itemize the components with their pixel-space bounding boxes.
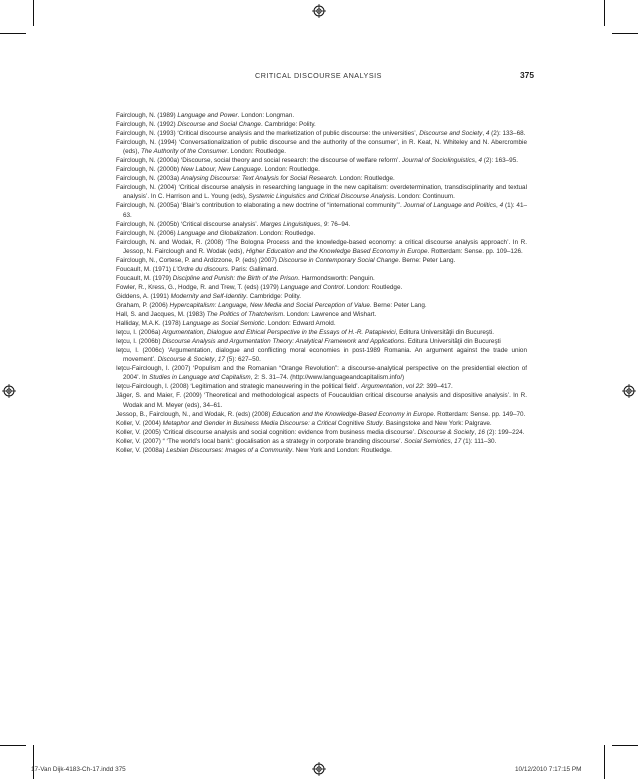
reference-italic-text: Lesbian Discourses: Images of a Community: [166, 446, 293, 454]
reference-italic-text: Modernity and Self-Identity: [170, 292, 247, 300]
reference-text: Foucault, M. (1971): [116, 265, 173, 273]
reference-italic-text: Discipline and Punish: the Birth of the Prison: [172, 274, 298, 282]
reference-entry: [116, 129, 527, 138]
reference-text: (2): 163–95.: [482, 157, 518, 165]
reference-entry: [116, 201, 527, 219]
reference-text: . London: Routledge.: [343, 283, 403, 291]
reference-text: . London: Routledge.: [260, 166, 320, 174]
reference-italic-text: Systemic Linguistics and Critical Discourse Analysis: [248, 193, 395, 201]
reference-italic-text: Social Semiotics: [404, 437, 451, 445]
crop-mark: [612, 33, 638, 34]
reference-text: Koller, V. (2007) “ ‘The world’s local bank’: glocalisation as a strategy in corporate branding discourse’.: [116, 437, 405, 445]
reference-text: . London: Routledge.: [335, 175, 395, 183]
reference-text: Fowler, R., Kress, G., Hodge, R. and Trew, T. (eds) (1979): [116, 283, 281, 291]
reference-text: Hall, S. and Jacques, M. (1983): [116, 311, 207, 319]
reference-entry: [116, 319, 527, 328]
reference-text: . Rotterdam: Sense. pp. 109–126.: [427, 247, 523, 255]
reference-text: ,: [402, 383, 406, 391]
reference-italic-text: 16: [477, 428, 485, 436]
reference-text: Fairclough, N., Cortese, P. and Ardizzone, P. (eds) (2007): [116, 256, 279, 264]
reference-entry: [116, 292, 527, 301]
reference-entry: [116, 265, 527, 274]
crop-mark: [0, 745, 26, 746]
reference-italic-text: Studies in Language and Capitalism: [149, 374, 251, 382]
reference-text: Fairclough, N. (2005a) ‘Blair’s contribution to elaborating a new doctrine of “international community”’.: [116, 202, 404, 210]
crop-mark: [0, 33, 26, 34]
reference-text: Fairclough, N. (2000b): [116, 166, 181, 174]
reference-italic-text: Education and the Knowledge-Based Economy in Europe: [272, 410, 434, 418]
reference-entry: [116, 238, 527, 256]
reference-text: Fairclough, N. and Wodak, R. (2008) ‘The Bologna Process and the knowledge-based economy: a critical discourse analysis approach’. In R. Jessop, N. Fairclough and R. Wodak (eds),: [116, 238, 527, 255]
reference-italic-text: 17: [454, 437, 462, 445]
reference-entry: [116, 111, 527, 120]
reference-text: , 2: S. 31–74. (http://www.languageandcapitalism.info/): [250, 374, 405, 382]
reference-text: ,: [320, 220, 324, 228]
reference-text: Fairclough, N. (1994) ‘Conversationalization of public discourse and the authority of the consumer’, in R. Keat, N. Whiteley and N. Abercrombie (eds),: [116, 139, 527, 156]
running-header-title: CRITICAL DISCOURSE ANALYSIS: [255, 71, 382, 80]
reference-text: Fairclough, N. (2004) ‘Critical discourse analysis in researching language in the new capitalism: overdetermination, transdisciplinarity and textual analysis’. In C. Harrison and L. Young (eds),: [116, 184, 527, 201]
reference-italic-text: 4: [478, 157, 483, 165]
reference-italic-text: Marges Linguistiques: [260, 220, 321, 228]
reference-entry: [116, 183, 527, 201]
reference-italic-text: Discourse & Society: [417, 428, 475, 436]
reference-text: . Rotterdam: Sense. pp. 149–70.: [433, 410, 526, 418]
reference-entry: [116, 410, 527, 419]
page-number: 375: [520, 70, 534, 80]
reference-italic-text: Discourse and Society: [419, 130, 483, 138]
reference-text: , Editura Universităţii din Bucureşti.: [395, 329, 495, 337]
reference-entry: [116, 274, 527, 283]
reference-text: Jäger, S. and Maier, F. (2009) ‘Theoretical and methodological aspects of Foucauldian critical discourse analysis and dispositive analysis’. In R. Wodak and M. Meyer (eds), 34–61.: [116, 392, 527, 409]
reference-italic-text: Journal of Sociolinguistics: [401, 157, 475, 165]
reference-entry: [116, 120, 527, 129]
reference-text: ,: [450, 437, 455, 445]
reference-text: Fairclough, N. (2000a) ‘Discourse, social theory and social research: the discourse of welfare reform’.: [116, 157, 402, 165]
registration-mark-icon: [312, 762, 326, 776]
reference-text: Ieţcu-Fairclough, I. (2007) ‘Populism and the Romanian “Orange Revolution”: a discourse-analytical perspective on the presidential election of 2004’. In: [116, 365, 527, 382]
reference-text: . London: Continuum.: [394, 193, 455, 201]
reference-entry: [116, 346, 527, 364]
reference-text: ,: [474, 428, 478, 436]
reference-text: . Paris: Gallimard.: [227, 265, 279, 273]
reference-entry: [116, 428, 527, 437]
reference-text: . Cambridge: Polity.: [246, 292, 302, 300]
reference-text: Ieţcu, I. (2006c) ‘Argumentation, dialogue and conflicting moral economies in post-1989 Romania. An argument against the trade union movement’.: [116, 347, 527, 364]
reference-italic-text: Journal of Language and Politics: [403, 202, 497, 210]
reference-italic-text: New Labour, New Language: [180, 166, 261, 174]
reference-italic-text: L’Ordre du discours: [172, 265, 228, 273]
reference-text: Koller, V. (2005) ‘Critical discourse analysis and social cognition: evidence from business media discourse’.: [116, 428, 418, 436]
reference-entry: [116, 337, 527, 346]
reference-text: Koller, V. (2008a): [116, 446, 167, 454]
reference-text: . Berne: Peter Lang.: [369, 301, 427, 309]
reference-italic-text: Analysing Discourse: Text Analysis for Social Research: [180, 175, 336, 183]
reference-entry: [116, 382, 527, 391]
reference-entry: [116, 301, 527, 310]
reference-entry: [116, 419, 527, 428]
reference-italic-text: Study: [366, 419, 383, 427]
reference-text: . London: Routledge.: [256, 229, 316, 237]
reference-italic-text: Hypercapitalism: Language, New Media and Social Perception of Value: [169, 301, 370, 309]
reference-entry: [116, 165, 527, 174]
reference-italic-text: 17: [217, 356, 225, 364]
reference-text: : 399–417.: [422, 383, 453, 391]
reference-text: . Harmondsworth: Penguin.: [297, 274, 375, 282]
reference-entry: [116, 446, 527, 455]
reference-entry: [116, 256, 527, 265]
slug-file-info: 17-Van Dijk-4183-Ch-17.indd 375: [31, 766, 126, 773]
reference-text: Fairclough, N. (2005b) ‘Critical discourse analysis’.: [116, 220, 261, 228]
registration-mark-icon: [312, 4, 326, 18]
registration-mark-icon: [622, 384, 636, 398]
crop-mark: [33, 745, 34, 779]
reference-italic-text: Language and Power: [177, 112, 238, 119]
reference-text: Ieţcu, I. (2006a): [116, 329, 163, 337]
reference-text: Foucault, M. (1979): [116, 274, 173, 282]
registration-mark-icon: [2, 384, 16, 398]
reference-italic-text: 9: [323, 220, 328, 228]
reference-text: (2): 199–224.: [484, 428, 525, 436]
reference-italic-text: Argumentation, Dialogue and Ethical Perspective in the Essays of H.-R. Patapievici: [162, 329, 396, 337]
reference-entry: [116, 156, 527, 165]
reference-text: Halliday, M.A.K. (1978): [116, 320, 183, 328]
reference-text: Jessop, B., Fairclough, N., and Wodak, R. (eds) (2008): [116, 410, 273, 418]
reference-italic-text: Discourse and Social Change: [177, 121, 261, 129]
reference-text: Fairclough, N. (2006): [116, 229, 178, 237]
reference-text: Ieţcu, I. (2006b): [116, 338, 163, 346]
reference-text: . Cambridge: Polity.: [260, 121, 316, 129]
reference-italic-text: Higher Education and the Knowledge Based Economy in Europe: [245, 247, 428, 255]
reference-text: . London: Lawrence and Wishart.: [283, 311, 377, 319]
reference-text: . London: Longman.: [237, 112, 295, 119]
reference-text: . Berne: Peter Lang.: [398, 256, 456, 264]
reference-text: ,: [474, 157, 479, 165]
reference-italic-text: Language as Social Semiotic: [182, 320, 265, 328]
reference-text: ,: [214, 356, 218, 364]
reference-entry: [116, 283, 527, 292]
reference-text: Graham, P. (2006): [116, 301, 170, 309]
reference-text: Fairclough, N. (1993) ‘Critical discourse analysis and the marketization of public discourse: the universities’,: [116, 130, 420, 138]
reference-text: (2): 133–68.: [489, 130, 526, 138]
reference-italic-text: Discourse Analysis and Argumentation Theory: Analytical Framework and Applications: [162, 338, 405, 346]
reference-text: (1): 111–30.: [461, 437, 497, 445]
reference-text: ,: [496, 202, 500, 210]
reference-text: Cognitive: [336, 419, 367, 427]
reference-italic-text: Discourse in Contemporary Social Change: [278, 256, 399, 264]
reference-text: . London: Routledge.: [227, 148, 287, 156]
reference-entry: [116, 328, 527, 337]
reference-italic-text: vol 22: [405, 383, 423, 391]
reference-text: (5): 627–50.: [224, 356, 261, 364]
reference-entry: [116, 364, 527, 382]
reference-entry: [116, 437, 527, 446]
reference-list: [116, 111, 527, 455]
reference-italic-text: Language and Control: [280, 283, 344, 291]
reference-entry: [116, 229, 527, 238]
crop-mark: [33, 0, 34, 26]
reference-text: : 76–94.: [327, 220, 351, 228]
slug-timestamp: 10/12/2010 7:17:15 PM: [515, 766, 582, 773]
reference-italic-text: The Politics of Thatcherism: [206, 311, 284, 319]
reference-text: . Basingstoke and New York: Palgrave.: [382, 419, 492, 427]
reference-text: . New York and London: Routledge.: [292, 446, 392, 454]
reference-entry: [116, 220, 527, 229]
reference-entry: [116, 391, 527, 409]
crop-mark: [604, 745, 605, 779]
reference-text: Fairclough, N. (1992): [116, 121, 178, 129]
reference-text: (1): 41–63.: [123, 202, 528, 219]
reference-italic-text: The Authority of the Consumer: [140, 148, 228, 156]
crop-mark: [612, 745, 638, 746]
reference-italic-text: 4: [499, 202, 504, 210]
reference-italic-text: 4: [485, 130, 490, 138]
reference-text: . London: Edward Arnold.: [264, 320, 336, 328]
reference-text: Fairclough, N. (2003a): [116, 175, 181, 183]
reference-text: Ieţcu-Fairclough, I. (2008) ‘Legitimation and strategic maneuvering in the political field’.: [116, 383, 362, 391]
reference-text: Koller, V. (2004): [116, 419, 163, 427]
reference-entry: [116, 310, 527, 319]
reference-italic-text: Language and Globalization: [177, 229, 257, 237]
reference-text: . Editura Universităţii din Bucureşti: [404, 338, 501, 346]
reference-text: Fairclough, N. (1989): [116, 112, 178, 119]
crop-mark: [604, 0, 605, 26]
reference-entry: [116, 138, 527, 156]
reference-italic-text: Argumentation: [361, 383, 403, 391]
reference-italic-text: Discourse & Society: [157, 356, 215, 364]
reference-text: ,: [482, 130, 486, 138]
reference-italic-text: Metaphor and Gender in Business Media Discourse: a Critical: [162, 419, 337, 427]
reference-text: Giddens, A. (1991): [116, 292, 171, 300]
reference-entry: [116, 174, 527, 183]
